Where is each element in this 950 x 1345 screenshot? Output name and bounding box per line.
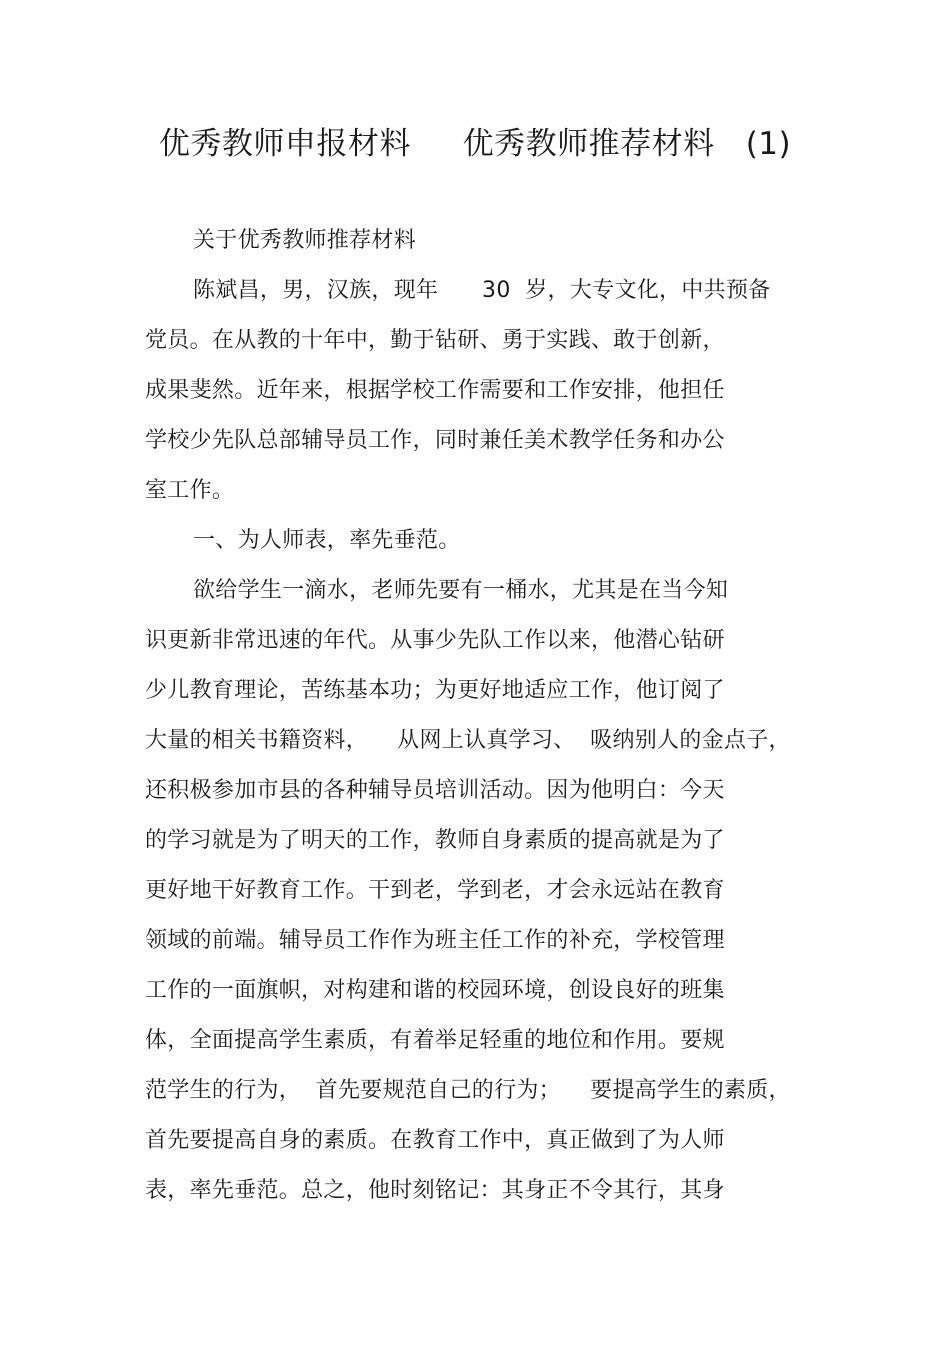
text-line: 表，率先垂范。总之，他时刻铭记：其身正不令其行，其身 [145, 1178, 725, 1203]
text-line: 关于优秀教师推荐材料 [193, 228, 417, 253]
text-line: 室工作。 [145, 478, 235, 503]
text-line: 成果斐然。近年来，根据学校工作需要和工作安排，他担任 [145, 378, 725, 403]
document-title: 优秀教师申报材料 优秀教师推荐材料 (1) [158, 126, 792, 162]
text-line: 大量的相关书籍资料， 从网上认真学习、 吸纳别人的金点子， [145, 728, 791, 753]
text-line: 体，全面提高学生素质，有着举足轻重的地位和作用。要规 [145, 1028, 725, 1053]
text-line: 更好地干好教育工作。干到老，学到老，才会永远站在教育 [145, 878, 725, 903]
text-line: 学校少先队总部辅导员工作，同时兼任美术教学任务和办公 [145, 428, 725, 453]
text-line: 范学生的行为， 首先要规范自己的行为； 要提高学生的素质， [145, 1078, 791, 1103]
text-line: 首先要提高自身的素质。在教育工作中，真正做到了为人师 [145, 1128, 725, 1153]
text-line: 党员。在从教的十年中，勤于钻研、勇于实践、敢于创新， [145, 328, 725, 353]
text-line: 工作的一面旗帜，对构建和谐的校园环境，创设良好的班集 [145, 978, 725, 1003]
text-line: 陈斌昌，男，汉族，现年 30 岁，大专文化，中共预备 [193, 278, 771, 303]
text-line: 领域的前端。辅导员工作作为班主任工作的补充，学校管理 [145, 928, 725, 953]
text-line: 少儿教育理论，苦练基本功；为更好地适应工作，他订阅了 [145, 678, 725, 703]
text-line: 还积极参加市县的各种辅导员培训活动。因为他明白：今天 [145, 778, 725, 803]
section-heading: 一、为人师表，率先垂范。 [193, 528, 461, 553]
text-line: 的学习就是为了明天的工作，教师自身素质的提高就是为了 [145, 828, 725, 853]
text-line: 欲给学生一滴水，老师先要有一桶水，尤其是在当今知 [193, 578, 729, 603]
text-line: 识更新非常迅速的年代。从事少先队工作以来，他潜心钻研 [145, 628, 725, 653]
